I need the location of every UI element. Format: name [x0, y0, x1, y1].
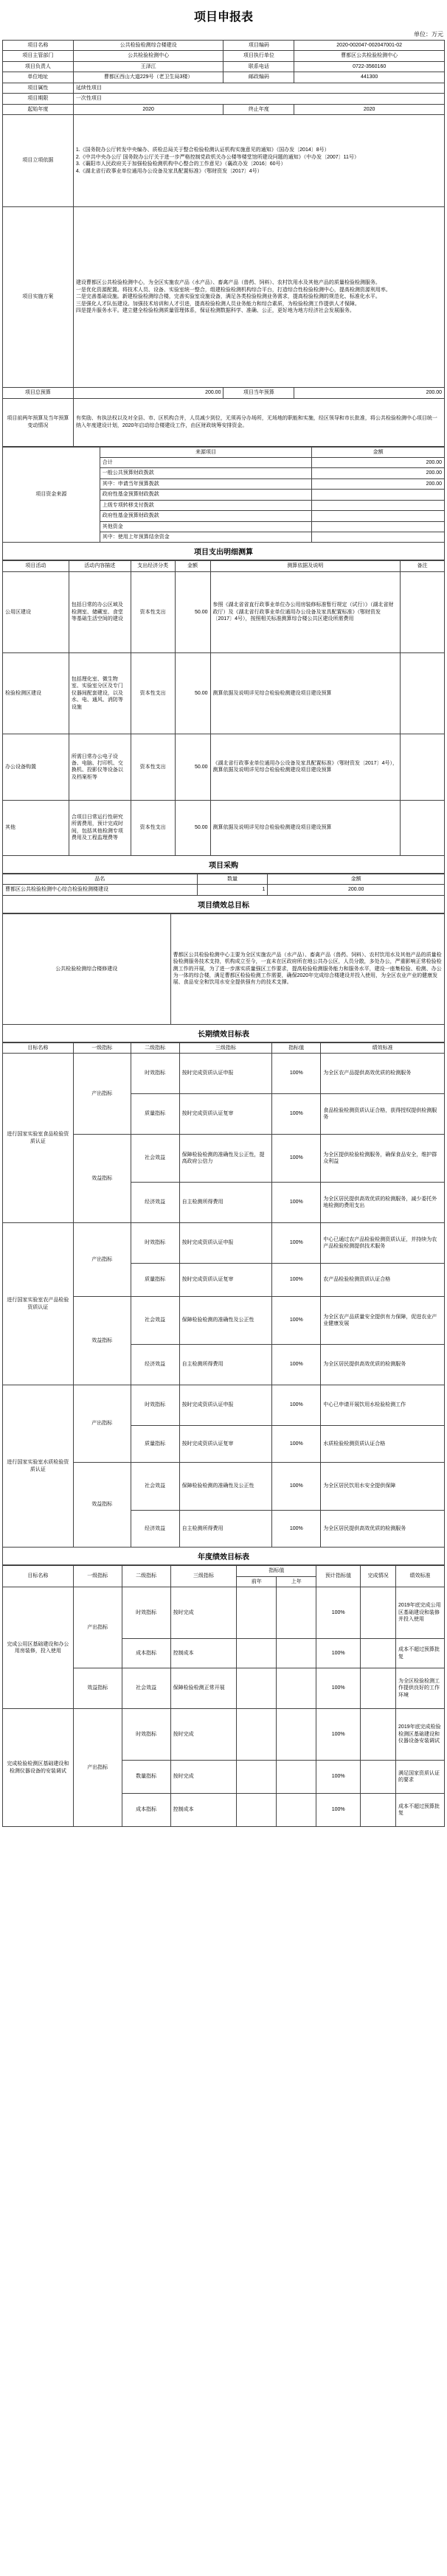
long-standard: 中心已通过农产品检验检测资质认证，并持续为农产品检验检测提供技术服务	[321, 1223, 445, 1264]
detail-class: 资本性支出	[131, 571, 175, 652]
post: 441300	[294, 72, 445, 83]
annual-prev1	[277, 1668, 316, 1709]
annual-status	[361, 1639, 396, 1668]
phone-label: 联系电话	[224, 61, 294, 72]
annual-standard: 成本不超过预算批复	[396, 1639, 445, 1668]
annual-table	[2, 1565, 445, 1827]
long-level2: 质量指标	[131, 1426, 179, 1463]
purchase-section-title: 项目采购	[2, 856, 445, 874]
basic-info-table	[2, 40, 445, 447]
annual-expected: 100%	[316, 1639, 361, 1668]
detail-note	[401, 571, 445, 652]
long-level2: 社会效益	[131, 1297, 179, 1345]
leader-label: 项目负责人	[3, 61, 74, 72]
dept: 公共检验检测中心	[73, 51, 224, 61]
exec: 曹都区公共检验检测中心	[294, 51, 445, 61]
funds-head-amount: 金额	[312, 447, 445, 457]
detail-basis: 测算依据及说明详见综合检验检测建设项目建设预算	[210, 652, 401, 734]
annual-level3: 保障检验检测正常开展	[170, 1668, 237, 1709]
long-value: 100%	[272, 1297, 321, 1345]
detail-activity: 公用区建设	[3, 571, 69, 652]
detail-desc: 所需日常办公电子设备、电脑、打印机、交换机、投影仪等设备以及档案柜等	[69, 734, 131, 800]
post-label: 邮政编码	[224, 72, 294, 83]
detail-desc: 包括理化室、微生物室、实验室分区及专门仪器间配套建设，以及水、电、通风、消防等设施	[69, 652, 131, 734]
funds-row: 上级专项转移支付拨款	[100, 500, 312, 510]
annual-expected: 100%	[316, 1587, 361, 1639]
annual-level3: 控制成本	[170, 1794, 237, 1827]
funds-amount: 200.00	[312, 468, 445, 478]
annual-head: 二级指标	[122, 1566, 170, 1587]
long-level2: 时效指标	[131, 1385, 179, 1426]
funds-table	[2, 447, 445, 543]
detail-head: 备注	[401, 561, 445, 571]
long-value: 100%	[272, 1385, 321, 1426]
end-label: 终止年度	[224, 104, 294, 114]
prev-label: 项目前两年预算及当年预算变动情况	[3, 398, 74, 446]
annual-prev1	[277, 1709, 316, 1761]
detail-amount: 50.00	[175, 571, 210, 652]
detail-head: 金额	[175, 561, 210, 571]
long-level3: 按时完成资质认证复审	[179, 1264, 272, 1297]
long-value: 100%	[272, 1054, 321, 1094]
cur: 200.00	[294, 388, 445, 398]
funds-amount	[312, 500, 445, 510]
annual-subhead: 前年	[237, 1576, 277, 1587]
basis: 1.《国务院办公厅转发中央编办、质检总局关于整合检验检测认证机构实施意见的通知》（国办发〔2014〕8号） 2.《中共中央办公厅 国务院办公厅关于进一步严格控制党政机关办公楼等楼堂馆所建设问题的通知》（中办发〔2007〕11号） 3.《襄阳市人民政府关于加强检验检测机构中心整合的工作意见》（襄政办发〔2016〕60号） 4.《湖北省行政事业单位通用办公设备及家具配置标准》（鄂财资发〔2017〕4号）	[73, 115, 444, 207]
annual-level2: 数量指标	[122, 1761, 170, 1794]
long-level1: 效益指标	[73, 1463, 131, 1548]
detail-head: 项目活动	[3, 561, 69, 571]
start-label: 起始年度	[3, 104, 74, 114]
long-head: 绩效标准	[321, 1042, 445, 1053]
long-level2: 经济效益	[131, 1511, 179, 1548]
long-value: 100%	[272, 1463, 321, 1511]
annual-prev1	[277, 1587, 316, 1639]
long-goal: 进行国家实验室水质检验资质认证	[3, 1385, 74, 1548]
long-level2: 社会效益	[131, 1463, 179, 1511]
leader: 王泽江	[73, 61, 224, 72]
long-standard: 为全区农产品质量安全提供有力保障，促进农业产业健康发展	[321, 1297, 445, 1345]
purchase-table	[2, 874, 445, 896]
detail-class: 资本性支出	[131, 652, 175, 734]
funds-amount	[312, 511, 445, 521]
long-standard: 为全区居民提供高效优质的检测服务	[321, 1345, 445, 1385]
annual-head: 完成情况	[361, 1566, 396, 1587]
purchase-head: 品名	[3, 874, 198, 884]
funds-label: 项目资金来源	[3, 447, 100, 543]
annual-level2: 时效指标	[122, 1709, 170, 1761]
long-level3: 按时完成资质认证复审	[179, 1094, 272, 1135]
funds-amount	[312, 490, 445, 500]
long-standard: 水质检验检测资质认证合格	[321, 1426, 445, 1463]
total-label: 项目总预算	[3, 388, 74, 398]
detail-class: 资本性支出	[131, 800, 175, 855]
unit-label: 单位：万元	[414, 31, 443, 38]
annual-expected: 100%	[316, 1709, 361, 1761]
annual-status	[361, 1761, 396, 1794]
long-level1: 产出指标	[73, 1054, 131, 1135]
annual-prev1	[277, 1794, 316, 1827]
funds-amount: 200.00	[312, 478, 445, 489]
long-level1: 效益指标	[73, 1297, 131, 1385]
annual-head: 指标值	[237, 1566, 316, 1576]
annual-goal: 完成检验检测区基础建设和检测仪器设备的安装调试	[3, 1709, 74, 1827]
funds-amount: 200.00	[312, 457, 445, 467]
annual-standard: 2019年底完成检验检测区基础建设和仪器设备安装调试	[396, 1709, 445, 1761]
long-level2: 时效指标	[131, 1054, 179, 1094]
annual-head: 一级指标	[73, 1566, 122, 1587]
long-level3: 自主检测所得费用	[179, 1183, 272, 1223]
long-standard: 食品检验检测资质认证合格，获得授权提供检测服务	[321, 1094, 445, 1135]
perf-label: 公共检验检测综合楼修建设	[3, 913, 171, 1024]
annual-level3: 按时完成	[170, 1761, 237, 1794]
long-value: 100%	[272, 1264, 321, 1297]
start: 2020	[73, 104, 224, 114]
address-label: 单位地址	[3, 72, 74, 83]
project-name-label: 项目名称	[3, 41, 74, 51]
detail-table	[2, 560, 445, 855]
long-standard: 为全区提供检验检测服务，确保食品安全，维护群众利益	[321, 1135, 445, 1183]
detail-note	[401, 734, 445, 800]
annual-prev2	[237, 1587, 277, 1639]
address: 曹都区西山大道229号（老卫生局3楼）	[73, 72, 224, 83]
annual-prev2	[237, 1639, 277, 1668]
purchase-head: 数量	[197, 874, 268, 884]
purchase-head: 金额	[268, 874, 445, 884]
long-standard: 为全区居民提供高效优质的检测服务，减少委托外地检测的费用支出	[321, 1183, 445, 1223]
annual-level3: 控制成本	[170, 1639, 237, 1668]
annual-level2: 社会效益	[122, 1668, 170, 1709]
cur-label: 项目当年预算	[224, 388, 294, 398]
annual-prev1	[277, 1761, 316, 1794]
annual-level2: 成本指标	[122, 1639, 170, 1668]
long-level2: 社会效益	[131, 1135, 179, 1183]
funds-row: 合计	[100, 457, 312, 467]
prev: 有奖励、有执法权以及对全县、市、区机构合并，人员减少到位，无须再分办场所，无场地的职能和实施，经区领导和市长批准，将公共检验检测中心项目统一纳入年度建设计划，2020年启动综合楼建设工作，由区财政统筹安排资金。	[73, 398, 444, 446]
period-label: 项目期限	[3, 94, 74, 104]
long-level1: 效益指标	[73, 1135, 131, 1223]
page-title: 项目申报表	[193, 11, 253, 24]
annual-standard: 为全区检验检测工作提供良好的工作环境	[396, 1668, 445, 1709]
long-level3: 按时完成资质认证复审	[179, 1426, 272, 1463]
long-level3: 按时完成资质认证申报	[179, 1054, 272, 1094]
perf-table	[2, 913, 445, 1025]
long-level1: 产出指标	[73, 1385, 131, 1463]
long-level3: 自主检测所得费用	[179, 1345, 272, 1385]
long-standard: 为全区农产品提供高效优质的检测服务	[321, 1054, 445, 1094]
long-goal: 进行国家实验室食品检验资质认证	[3, 1054, 74, 1223]
funds-row: 政府性基金预算财政拨款	[100, 490, 312, 500]
funds-row: 其中：使用上年预算结余资金	[100, 532, 312, 543]
long-level2: 质量指标	[131, 1264, 179, 1297]
funds-amount	[312, 532, 445, 543]
total: 200.00	[73, 388, 224, 398]
annual-prev1	[277, 1639, 316, 1668]
detail-amount: 50.00	[175, 800, 210, 855]
purchase-item: 曹都区公共检验检测中心综合检验检测楼建设	[3, 885, 198, 895]
long-standard: 为全区居民提供高效优质的检测服务	[321, 1511, 445, 1548]
project-code: 2020-002047-002047001-02	[294, 41, 445, 51]
annual-prev2	[237, 1668, 277, 1709]
annual-status	[361, 1668, 396, 1709]
long-value: 100%	[272, 1223, 321, 1264]
annual-head: 三级指标	[170, 1566, 237, 1587]
detail-desc: 包括日常的办公区域及检测室、储藏室、食堂等基础生活空间的建设	[69, 571, 131, 652]
funds-amount	[312, 521, 445, 532]
funds-head-source: 来源项目	[100, 447, 312, 457]
purchase-qty: 1	[197, 885, 268, 895]
annual-expected: 100%	[316, 1761, 361, 1794]
long-level2: 时效指标	[131, 1223, 179, 1264]
annual-head: 目标名称	[3, 1566, 74, 1587]
long-table	[2, 1042, 445, 1548]
detail-amount: 50.00	[175, 734, 210, 800]
annual-expected: 100%	[316, 1794, 361, 1827]
long-level3: 保障检验检测的准确性及公正性	[179, 1463, 272, 1511]
long-value: 100%	[272, 1426, 321, 1463]
annual-level1: 产出指标	[73, 1587, 122, 1668]
long-standard: 农产品检验检测资质认证合格	[321, 1264, 445, 1297]
annual-level1: 产出指标	[73, 1709, 122, 1827]
annual-prev2	[237, 1761, 277, 1794]
detail-desc: 合项目日常运行性研究所需费用，预计完成时间，包括其他检测专项费用及工程监理费等	[69, 800, 131, 855]
annual-level3: 按时完成	[170, 1587, 237, 1639]
long-standard: 中心已申请开展饮用水检验检测工作	[321, 1385, 445, 1426]
annual-subhead: 上年	[277, 1576, 316, 1587]
annual-level1: 效益指标	[73, 1668, 122, 1709]
long-head: 指标值	[272, 1042, 321, 1053]
long-head: 二级指标	[131, 1042, 179, 1053]
annual-standard: 2019年底完成公用区基础建设和装修并投入使用	[396, 1587, 445, 1639]
long-value: 100%	[272, 1345, 321, 1385]
basis-label: 项目立项依据	[3, 115, 74, 207]
long-level2: 质量指标	[131, 1094, 179, 1135]
detail-class: 资本性支出	[131, 734, 175, 800]
perf-section-title: 项目绩效总目标	[2, 896, 445, 913]
funds-row: 其他资金	[100, 521, 312, 532]
period: 一次性项目	[73, 94, 444, 104]
attr: 延续性项目	[73, 83, 444, 93]
long-value: 100%	[272, 1094, 321, 1135]
plan-label: 项目实施方案	[3, 207, 74, 388]
long-level1: 产出指标	[73, 1223, 131, 1297]
annual-status	[361, 1794, 396, 1827]
annual-level3: 按时完成	[170, 1709, 237, 1761]
long-section-title: 长期绩效目标表	[2, 1025, 445, 1042]
perf-text: 曹都区公共检验检测中心主要为全区实施农产品（水产品）、畜禽产品（兽药、饲料）、农村饮用水及其他产品的质量检验检测服务技术支持，机构成立至今，一直未在区政府所在地公共办公区，人员分散，多处办公，严重影响正常检验检测工作的开展，为了进一步落实质量强区工作要求，提高检验检测服务能力和服务水平，建设一座集检验、检测、办公为一体的综合楼，满足曹都区检验检测工作需要，确保2020年完成综合楼建设并投入使用，为全区农业产业的健康发展、食品安全和饮用水安全提供强有力的技术支撑。	[170, 913, 444, 1024]
annual-head: 预计指标值	[316, 1566, 361, 1587]
long-level2: 经济效益	[131, 1345, 179, 1385]
long-goal: 进行国家实验室农产品检验资质认证	[3, 1223, 74, 1385]
annual-goal: 完成公用区基础建设和办公用房装修，投入使用	[3, 1587, 74, 1709]
annual-standard: 满足国家资质认证的要求	[396, 1761, 445, 1794]
exec-label: 项目执行单位	[224, 51, 294, 61]
detail-note	[401, 800, 445, 855]
long-value: 100%	[272, 1511, 321, 1548]
detail-activity: 检验检测区建设	[3, 652, 69, 734]
annual-prev2	[237, 1709, 277, 1761]
long-head: 一级指标	[73, 1042, 131, 1053]
long-level3: 自主检测所得费用	[179, 1511, 272, 1548]
detail-note	[401, 652, 445, 734]
application-form	[2, 0, 445, 1827]
long-level3: 按时完成资质认证申报	[179, 1223, 272, 1264]
attr-label: 项目属性	[3, 83, 74, 93]
detail-section-title: 项目支出明细测算	[2, 543, 445, 560]
long-level3: 保障检验检测的准确性及公正性	[179, 1297, 272, 1345]
annual-head: 绩效标准	[396, 1566, 445, 1587]
long-value: 100%	[272, 1135, 321, 1183]
funds-row: 其中：申请当年预算拨款	[100, 478, 312, 489]
funds-row: 政府性基金预算财政拨款	[100, 511, 312, 521]
detail-activity: 办公设备购置	[3, 734, 69, 800]
detail-basis: 测算依据及说明详见综合检验检测建设项目建设预算	[210, 800, 401, 855]
annual-expected: 100%	[316, 1668, 361, 1709]
annual-standard: 成本不超过预算批复	[396, 1794, 445, 1827]
annual-section-title: 年度绩效目标表	[2, 1548, 445, 1565]
annual-status	[361, 1587, 396, 1639]
annual-status	[361, 1709, 396, 1761]
long-level3: 保障检验检测的准确性及公正性，提高政府公信力	[179, 1135, 272, 1183]
detail-head: 活动内容描述	[69, 561, 131, 571]
detail-head: 测算依据及说明	[210, 561, 401, 571]
detail-head: 支出经济分类	[131, 561, 175, 571]
long-standard: 为全区居民饮用水安全提供保障	[321, 1463, 445, 1511]
detail-amount: 50.00	[175, 652, 210, 734]
long-level2: 经济效益	[131, 1183, 179, 1223]
long-level3: 按时完成资质认证申报	[179, 1385, 272, 1426]
long-head: 目标名称	[3, 1042, 74, 1053]
plan: 建设曹都区公共检验检测中心，为全区实施农产品（水产品）、畜禽产品（兽药、饲料）、农村饮用水及其他产品的质量检验检测服务。 一是优化资源配置。将技术人员、设备、实验室统一整合，组建检验检测机构综合平台，打造综合性检验检测中心，提高检测资源利用率。 二是完善基础设施。新建检验检测综合楼，完善实验室设施设备，满足各类检验检测业务需求，提高检验检测的规范化、标准化水平。 三是强化人才队伍建设。加强技术培训和人才引进，提高检验检测人员业务能力和综合素质，为检验检测工作提供人才保障。 四是提升服务水平。建立健全检验检测质量管理体系，保证检测数据科学、准确、公正，更好地为地方经济社会发展服务。	[73, 207, 444, 388]
detail-basis: 参照《湖北省省直行政事业单位办公用房装修标准暂行规定（试行）》（湖北省财政厅）及《湖北省行政事业单位通用办公设备及家具配置标准》（鄂财资发〔2017〕4号），按照相关标准测算综合楼公共区建设所需费用	[210, 571, 401, 652]
detail-activity: 其他	[3, 800, 69, 855]
annual-prev2	[237, 1794, 277, 1827]
annual-level2: 时效指标	[122, 1587, 170, 1639]
long-head: 三级指标	[179, 1042, 272, 1053]
project-code-label: 项目编码	[224, 41, 294, 51]
phone: 0722-3560160	[294, 61, 445, 72]
project-name: 公共检验检测综合楼建设	[73, 41, 224, 51]
end: 2020	[294, 104, 445, 114]
long-value: 100%	[272, 1183, 321, 1223]
funds-row: 一般公共预算财政拨款	[100, 468, 312, 478]
annual-level2: 成本指标	[122, 1794, 170, 1827]
detail-basis: 《湖北省行政事业单位通用办公设备及家具配置标准》（鄂财资发〔2017〕4号），测算依据及说明详见综合检验检测建设项目建设预算	[210, 734, 401, 800]
dept-label: 项目主管部门	[3, 51, 74, 61]
purchase-amount: 200.00	[268, 885, 445, 895]
